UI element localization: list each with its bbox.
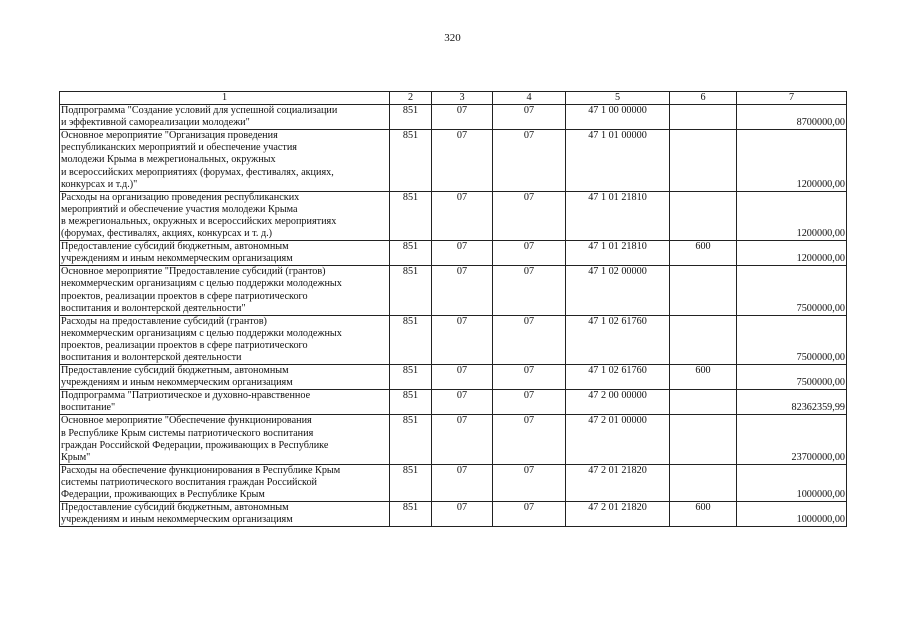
- expense-name-cell: Расходы на организацию проведения республиканских мероприятий и обеспечение участия молодежи Крыма в межрегиональных, окружных и всероссийских мероприятиях (форумах, фестивалях, акциях, конкурсах и т. д.): [60, 191, 390, 240]
- ministry-code-cell: 851: [390, 365, 432, 390]
- amount-cell: 23700000,00: [737, 415, 847, 464]
- subsection-code-cell: 07: [493, 130, 566, 191]
- amount-cell: 82362359,99: [737, 390, 847, 415]
- ministry-code-cell: 851: [390, 105, 432, 130]
- target-article-cell: 47 1 02 00000: [566, 266, 670, 315]
- section-code-cell: 07: [432, 266, 493, 315]
- expense-type-cell: 600: [670, 502, 737, 527]
- target-article-cell: 47 1 02 61760: [566, 365, 670, 390]
- table-row: [60, 191, 847, 240]
- ministry-code-cell: 851: [390, 502, 432, 527]
- expense-name-cell: Подпрограмма "Создание условий для успешной социализации и эффективной самореализации молодежи": [60, 105, 390, 130]
- target-article-cell: 47 1 00 00000: [566, 105, 670, 130]
- subsection-code-cell: 07: [493, 464, 566, 501]
- table-row: [60, 415, 847, 464]
- target-article-cell: 47 2 01 21820: [566, 502, 670, 527]
- expense-type-cell: [670, 266, 737, 315]
- expense-name-cell: Предоставление субсидий бюджетным, автономным учреждениям и иным некоммерческим организациям: [60, 502, 390, 527]
- section-code-cell: 07: [432, 130, 493, 191]
- expense-name-cell: Предоставление субсидий бюджетным, автономным учреждениям и иным некоммерческим организациям: [60, 241, 390, 266]
- ministry-code-cell: 851: [390, 315, 432, 364]
- table-row: [60, 365, 847, 390]
- expense-type-cell: 600: [670, 365, 737, 390]
- table-row: [60, 241, 847, 266]
- column-header: 2: [390, 92, 432, 105]
- ministry-code-cell: 851: [390, 464, 432, 501]
- subsection-code-cell: 07: [493, 191, 566, 240]
- subsection-code-cell: 07: [493, 105, 566, 130]
- subsection-code-cell: 07: [493, 502, 566, 527]
- column-header: 3: [432, 92, 493, 105]
- target-article-cell: 47 2 01 21820: [566, 464, 670, 501]
- expense-type-cell: [670, 464, 737, 501]
- subsection-code-cell: 07: [493, 415, 566, 464]
- section-code-cell: 07: [432, 191, 493, 240]
- target-article-cell: 47 2 01 00000: [566, 415, 670, 464]
- expense-name-cell: Расходы на предоставление субсидий (грантов) некоммерческим организациям с целью поддержки молодежных проектов, реализации проектов в сфере патриотического воспитания и волонтерской деятельности: [60, 315, 390, 364]
- table-row: [60, 390, 847, 415]
- target-article-cell: 47 1 01 21810: [566, 191, 670, 240]
- column-header: 5: [566, 92, 670, 105]
- table-row: [60, 502, 847, 527]
- amount-cell: 1200000,00: [737, 130, 847, 191]
- amount-cell: 7500000,00: [737, 365, 847, 390]
- expense-name-cell: Основное мероприятие "Организация проведения республиканских мероприятий и обеспечение участия молодежи Крыма в межрегиональных, окружных и всероссийских мероприятиях (форумах, фестивалях, акциях, конкурсах и т.д.)": [60, 130, 390, 191]
- section-code-cell: 07: [432, 241, 493, 266]
- amount-cell: 1200000,00: [737, 241, 847, 266]
- expense-name-cell: Основное мероприятие "Предоставление субсидий (грантов) некоммерческим организациям с целью поддержки молодежных проектов, реализации проектов в сфере патриотического воспитания и волонтерской деятельности": [60, 266, 390, 315]
- page-number: 320: [444, 32, 461, 44]
- target-article-cell: 47 1 01 00000: [566, 130, 670, 191]
- subsection-code-cell: 07: [493, 241, 566, 266]
- target-article-cell: 47 1 02 61760: [566, 315, 670, 364]
- expense-name-cell: Предоставление субсидий бюджетным, автономным учреждениям и иным некоммерческим организациям: [60, 365, 390, 390]
- amount-cell: 7500000,00: [737, 315, 847, 364]
- column-header: 4: [493, 92, 566, 105]
- expense-name-cell: Подпрограмма "Патриотическое и духовно-нравственное воспитание": [60, 390, 390, 415]
- amount-cell: 7500000,00: [737, 266, 847, 315]
- expense-name-cell: Основное мероприятие "Обеспечение функционирования в Республике Крым системы патриотического воспитания граждан Российской Федерации, проживающих в Республике Крым": [60, 415, 390, 464]
- subsection-code-cell: 07: [493, 315, 566, 364]
- target-article-cell: 47 2 00 00000: [566, 390, 670, 415]
- table-row: [60, 105, 847, 130]
- column-header: 7: [737, 92, 847, 105]
- section-code-cell: 07: [432, 365, 493, 390]
- section-code-cell: 07: [432, 390, 493, 415]
- expense-type-cell: [670, 191, 737, 240]
- expense-type-cell: [670, 390, 737, 415]
- expense-type-cell: [670, 130, 737, 191]
- table-row: [60, 464, 847, 501]
- subsection-code-cell: 07: [493, 266, 566, 315]
- budget-table: [59, 91, 847, 527]
- ministry-code-cell: 851: [390, 241, 432, 266]
- column-header: 1: [60, 92, 390, 105]
- ministry-code-cell: 851: [390, 415, 432, 464]
- table-row: [60, 266, 847, 315]
- ministry-code-cell: 851: [390, 390, 432, 415]
- amount-cell: 1000000,00: [737, 464, 847, 501]
- expense-name-cell: Расходы на обеспечение функционирования в Республике Крым системы патриотического воспитания граждан Российской Федерации, проживающих в Республике Крым: [60, 464, 390, 501]
- section-code-cell: 07: [432, 464, 493, 501]
- expense-type-cell: [670, 315, 737, 364]
- section-code-cell: 07: [432, 105, 493, 130]
- amount-cell: 8700000,00: [737, 105, 847, 130]
- table-header-row: [60, 92, 847, 105]
- column-header: 6: [670, 92, 737, 105]
- section-code-cell: 07: [432, 315, 493, 364]
- subsection-code-cell: 07: [493, 390, 566, 415]
- ministry-code-cell: 851: [390, 191, 432, 240]
- expense-type-cell: 600: [670, 241, 737, 266]
- expense-type-cell: [670, 415, 737, 464]
- expense-type-cell: [670, 105, 737, 130]
- amount-cell: 1200000,00: [737, 191, 847, 240]
- ministry-code-cell: 851: [390, 266, 432, 315]
- ministry-code-cell: 851: [390, 130, 432, 191]
- table-row: [60, 315, 847, 364]
- table-row: [60, 130, 847, 191]
- amount-cell: 1000000,00: [737, 502, 847, 527]
- target-article-cell: 47 1 01 21810: [566, 241, 670, 266]
- section-code-cell: 07: [432, 502, 493, 527]
- section-code-cell: 07: [432, 415, 493, 464]
- subsection-code-cell: 07: [493, 365, 566, 390]
